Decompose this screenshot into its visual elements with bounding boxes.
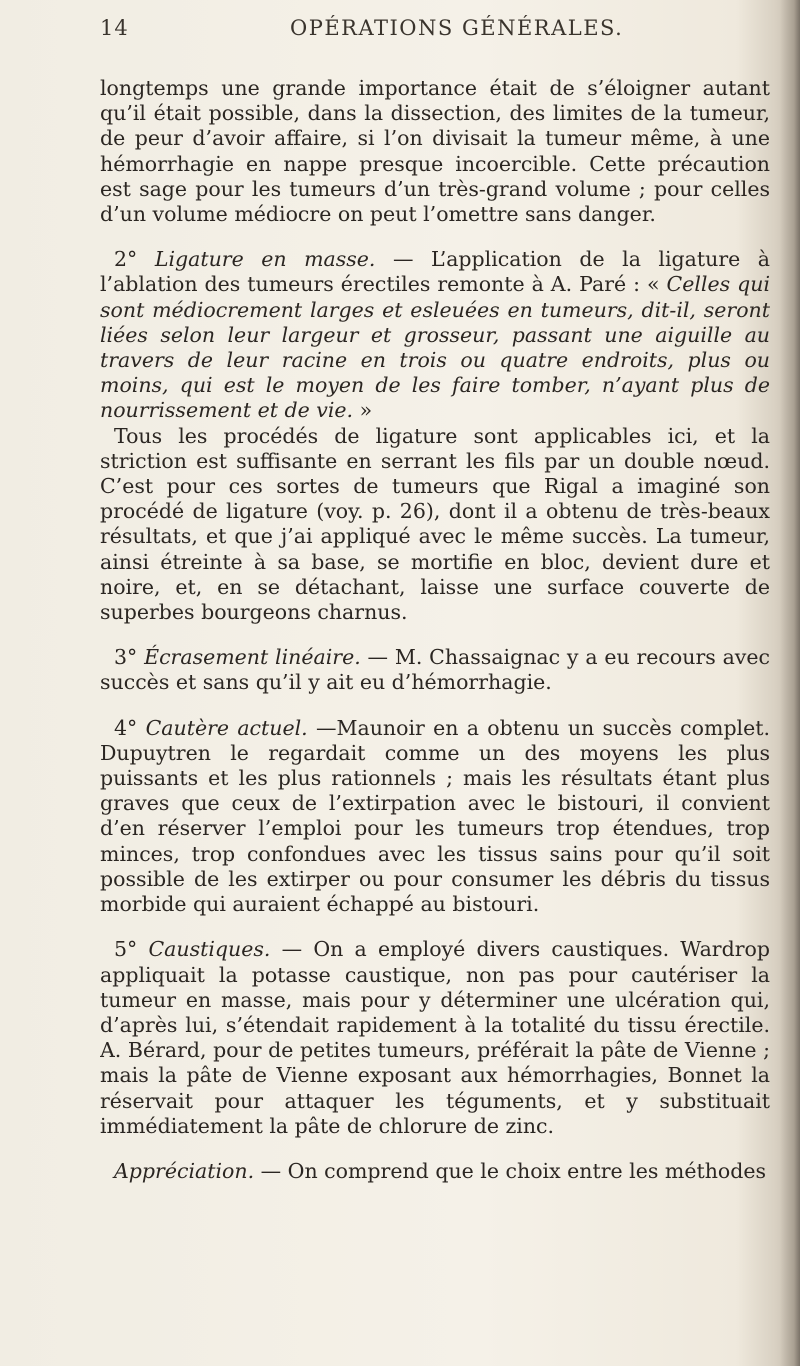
page-binding-shadow xyxy=(780,0,800,1366)
section-title: Appréciation. xyxy=(114,1158,255,1183)
paragraph-caustiques xyxy=(100,937,770,1139)
section-title: Ligature en masse. xyxy=(154,247,376,272)
paragraph-appreciation xyxy=(100,1159,770,1184)
quote-close: » xyxy=(353,398,373,423)
running-header xyxy=(100,16,780,52)
section-title: Cautère actuel. xyxy=(145,715,308,740)
running-title: OPÉRATIONS GÉNÉRALES. xyxy=(290,16,624,40)
body-text xyxy=(100,76,770,1184)
section-number: 3° xyxy=(114,645,145,670)
section-title: Écrasement linéaire. xyxy=(144,645,361,670)
paragraph-text: — L’application de la ligature à l’ablation des tumeurs érectiles remonte à A. Paré : « xyxy=(100,247,770,297)
paragraph-ligature-procedures: Tous les procédés de ligature sont applicables ici, et la striction est suffisante en serrant les fils par un double nœud. C’est pour ces sortes de tumeurs que Rigal a imaginé son procédé de ligature (voy. p. 26), dont il a obtenu de très-beaux résultats, et que j’ai appliqué avec le même succès. La tumeur, ainsi étreinte à sa base, se mortifie en bloc, devient dure et noire, et, en se détachant, laisse une surface couverte de superbes bourgeons charnus. xyxy=(100,423,770,625)
paragraph-ecrasement xyxy=(100,645,770,695)
section-number: 4° xyxy=(114,715,146,740)
paragraph-text: —Maunoir en a obtenu un succès complet. Dupuytren le regardait comme un des moyens les plus puissants et les plus rationnels ; mais les résultats étant plus graves que ceux de l’extirpation avec le bistouri, il convient d’en réserver l’emploi pour les tumeurs trop étendues, trop minces, trop confondues avec les tissus sains pour qu’il soit possible de les extirper ou pour consumer les débris du tissus morbide qui auraient échappé au bistouri. xyxy=(100,715,770,917)
paragraph-text: — M. Chassaignac y a eu recours avec succès et sans qu’il y ait eu d’hémorrhagie. xyxy=(100,645,770,695)
pare-quote: Celles qui sont médiocrement larges et esleuées en tumeurs, dit-il, seront liées selon leur largeur et grosseur, passant une aiguille au travers de leur racine en trois ou quatre endroits, plus ou moins, qui est le moyen de les faire tomber, n’ayant plus de nourrissement et de vie. xyxy=(100,272,770,423)
paragraph-text: — On comprend que le choix entre les méthodes xyxy=(254,1158,767,1183)
section-title: Caustiques. xyxy=(148,937,271,962)
section-number: 5° xyxy=(114,937,149,962)
paragraph-cautere xyxy=(100,716,770,918)
paragraph-ligature-en-masse xyxy=(100,247,770,423)
page-number: 14 xyxy=(100,16,129,40)
paragraph-continuation: longtemps une grande importance était de s’éloigner autant qu’il était possible, dans la dissection, des limites de la tumeur, de peur d’avoir affaire, si l’on divisait la tumeur même, à une hémorrhagie en nappe presque incoercible. Cette précaution est sage pour les tumeurs d’un très-grand volume ; pour celles d’un volume médiocre on peut l’omettre sans danger. xyxy=(100,76,770,227)
section-number: 2° xyxy=(114,247,155,272)
paragraph-text: — On a employé divers caustiques. Wardrop appliquait la potasse caustique, non pas pour cautériser la tumeur en masse, mais pour y déterminer une ulcération qui, d’après lui, s’étendait rapidement à la totalité du tissu érectile. A. Bérard, pour de petites tumeurs, préférait la pâte de Vienne ; mais la pâte de Vienne exposant aux hémorrhagies, Bonnet la réservait pour attaquer les téguments, et y substituait immédiatement la pâte de chlorure de zinc. xyxy=(100,937,770,1138)
